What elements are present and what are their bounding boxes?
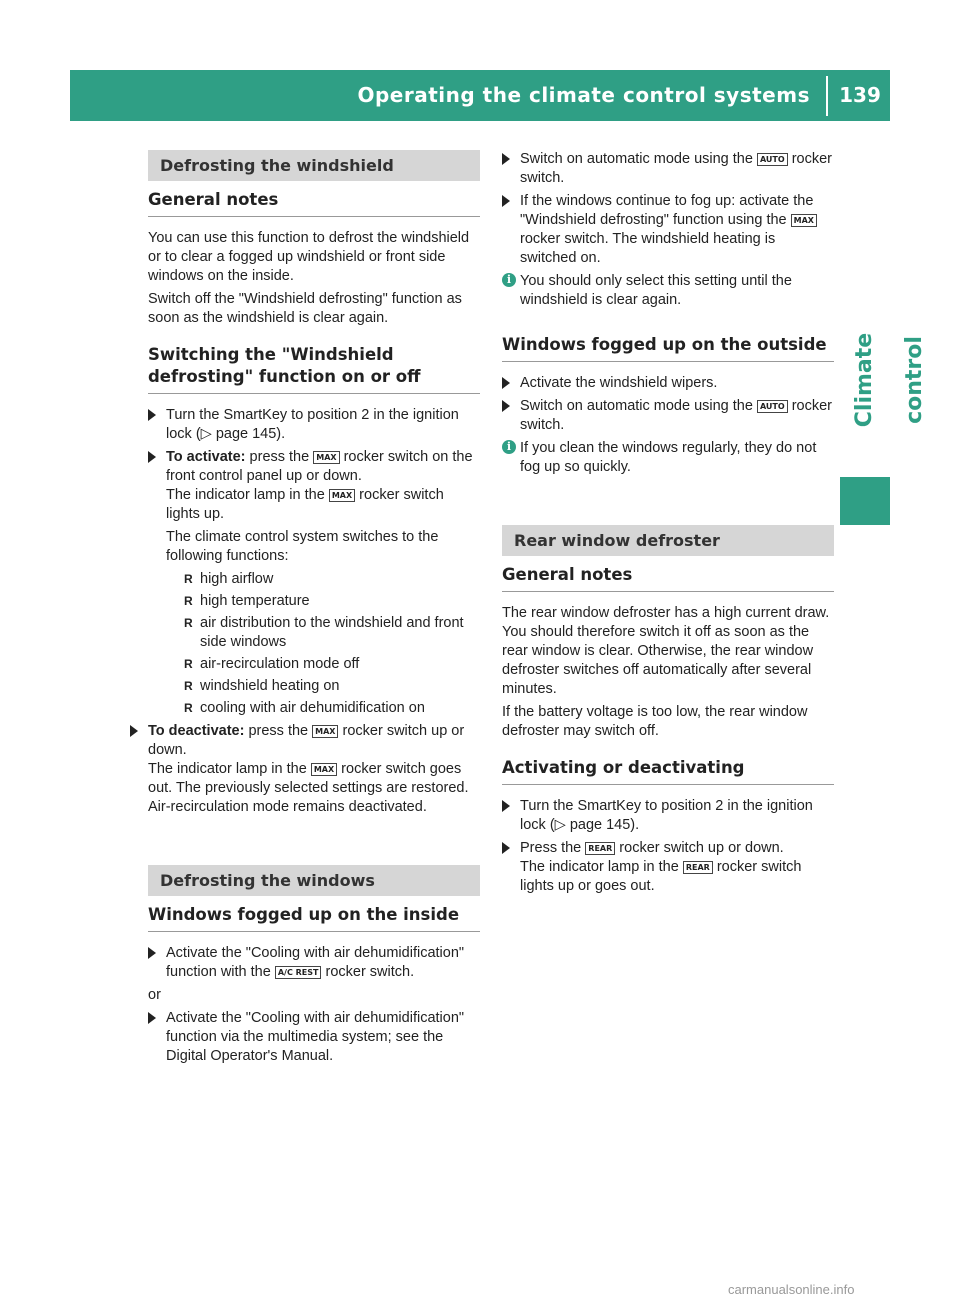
section-title-defrost-windshield: Defrosting the windshield — [148, 150, 480, 181]
step-text: rocker switch up or down. — [619, 840, 784, 856]
step — [502, 374, 834, 393]
step-text: Switch on automatic mode using the — [520, 151, 753, 167]
max-defrost-icon: MAX — [312, 725, 338, 738]
step-text: The indicator lamp in the — [166, 487, 325, 503]
step-text: rocker switch. — [520, 151, 832, 186]
page-number: 139 — [839, 83, 881, 107]
step — [130, 722, 480, 817]
info-note — [502, 272, 834, 310]
step — [502, 397, 834, 435]
step-arrow-icon — [148, 409, 156, 421]
info-icon: i — [502, 273, 516, 287]
chapter-marker — [840, 477, 890, 525]
step-text: Activate the windshield wipers. — [520, 375, 718, 391]
auto-icon: AUTO — [757, 400, 788, 413]
section-title-rear-defroster: Rear window defroster — [502, 525, 834, 556]
or-text: or — [148, 987, 161, 1003]
list-item: R high airflow — [166, 570, 480, 589]
paragraph: You can use this function to defrost the windshield or to clear a fogged up windshield or front side windows on the inside. — [148, 230, 470, 284]
step-text: rocker switch up or down. — [148, 723, 465, 758]
right-column — [502, 150, 834, 900]
subheading-general-notes: General notes — [502, 564, 834, 592]
step-text: The indicator lamp in the — [148, 761, 307, 777]
step-text: Activate the "Cooling with air dehumidification" function via the multimedia system; see the Digital Operator's Manual. — [166, 1010, 465, 1064]
step-arrow-icon — [502, 842, 510, 854]
step-arrow-icon — [148, 451, 156, 463]
step-text: press the — [249, 449, 310, 465]
info-icon: i — [502, 440, 516, 454]
step-text: rocker switch on the front control panel up or down. — [166, 449, 473, 484]
list-item: R windshield heating on — [166, 677, 480, 696]
step-arrow-icon — [130, 725, 138, 737]
watermark: carmanualsonline.info — [728, 1282, 855, 1297]
info-text: You should only select this setting until the windshield is clear again. — [520, 273, 792, 308]
max-defrost-icon: MAX — [311, 763, 337, 776]
chapter-tab — [840, 290, 927, 470]
paragraph: The rear window defroster has a high current draw. You should therefore switch it off as soon as the rear window is clear. Otherwise, the rear window defroster switches off automatically after several minutes. — [502, 605, 830, 697]
step — [148, 448, 480, 718]
list-item: R cooling with air dehumidification on — [166, 699, 480, 718]
subheading-switching-defrost: Switching the "Windshield defrosting" function on or off — [148, 344, 480, 394]
step-arrow-icon — [502, 400, 510, 412]
info-text: If you clean the windows regularly, they do not fog up so quickly. — [520, 440, 817, 475]
max-defrost-icon: MAX — [791, 214, 817, 227]
subheading-general-notes: General notes — [148, 189, 480, 217]
step-text: If the windows continue to fog up: activate the "Windshield defrosting" function using the — [520, 193, 814, 228]
step-arrow-icon — [502, 195, 510, 207]
subheading-fogged-outside: Windows fogged up on the outside — [502, 334, 834, 362]
step — [502, 797, 834, 835]
page-header — [70, 70, 890, 121]
step-text: The indicator lamp in the — [520, 859, 679, 875]
step — [502, 192, 834, 268]
left-column — [148, 150, 480, 1070]
chapter-tab-label: Climate control — [852, 332, 927, 428]
auto-icon: AUTO — [757, 153, 788, 166]
max-defrost-icon: MAX — [329, 489, 355, 502]
step-arrow-icon — [148, 1012, 156, 1024]
step-arrow-icon — [502, 377, 510, 389]
header-divider — [826, 76, 828, 116]
step — [502, 150, 834, 188]
paragraph: If the battery voltage is too low, the rear window defroster may switch off. — [502, 704, 808, 739]
step-arrow-icon — [148, 947, 156, 959]
subheading-activating: Activating or deactivating — [502, 757, 834, 785]
step-label: To deactivate: — [148, 723, 245, 739]
step-text: Turn the SmartKey to position 2 in the ignition lock (▷ page 145). — [520, 798, 813, 833]
max-defrost-icon: MAX — [313, 451, 339, 464]
step — [502, 839, 834, 896]
list-item: R high temperature — [166, 592, 480, 611]
step-text: press the — [248, 723, 309, 739]
step-arrow-icon — [502, 153, 510, 165]
step-text: The climate control system switches to the following functions: — [166, 529, 439, 564]
step — [148, 1009, 480, 1066]
step-text: rocker switch goes out. The previously selected settings are restored. Air-recirculation mode remains deactivated. — [148, 761, 469, 815]
ac-rest-icon: A/C REST — [275, 966, 322, 979]
rear-defrost-icon: REAR — [585, 842, 615, 855]
step-text: rocker switch. — [520, 398, 832, 433]
header-title: Operating the climate control systems — [357, 83, 810, 107]
step-arrow-icon — [502, 800, 510, 812]
step-text: Switch on automatic mode using the — [520, 398, 753, 414]
step-text: rocker switch. The windshield heating is switched on. — [520, 231, 776, 266]
step-label: To activate: — [166, 449, 246, 465]
step-text: Turn the SmartKey to position 2 in the ignition lock (▷ page 145). — [166, 407, 459, 442]
step-text: rocker switch lights up. — [166, 487, 444, 522]
step — [148, 944, 480, 982]
section-title-defrost-windows: Defrosting the windows — [148, 865, 480, 896]
step-text: Activate the "Cooling with air dehumidification" function with the — [166, 945, 465, 980]
list-item: R air-recirculation mode off — [166, 655, 480, 674]
subheading-fogged-inside: Windows fogged up on the inside — [148, 904, 480, 932]
rear-defrost-icon: REAR — [683, 861, 713, 874]
step-text: rocker switch. — [325, 964, 415, 980]
step — [148, 406, 480, 444]
info-note — [502, 439, 834, 477]
paragraph: Switch off the "Windshield defrosting" function as soon as the windshield is clear again. — [148, 291, 462, 326]
step-text: rocker switch lights up or goes out. — [520, 859, 802, 894]
step-text: Press the — [520, 840, 582, 856]
list-item: R air distribution to the windshield and front side windows — [166, 614, 480, 652]
